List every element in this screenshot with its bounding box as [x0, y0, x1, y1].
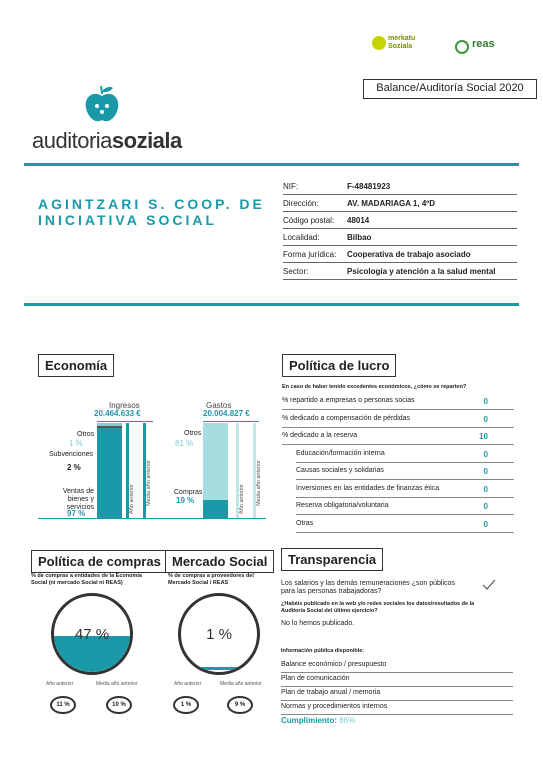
info-list-label: Balance económico / presupuesto	[281, 661, 387, 668]
org-info-key: Sector:	[283, 267, 309, 276]
compras-subtitle: % de compras a entidades de la Economía Social (ni mercado Social ni REAS)	[31, 573, 142, 586]
info-title: Información pública disponible:	[281, 648, 365, 654]
lucro-table	[282, 393, 514, 533]
org-info-key: Forma jurídica:	[283, 250, 337, 259]
mercado-avg-gauge	[227, 696, 253, 714]
transparencia-q2: ¿Habéis publicado en la web y/o redes sociales los datos/resultados de la Auditoría Social del último ejercicio?	[281, 601, 475, 614]
info-list-item	[281, 687, 513, 701]
ingresos-top-line	[97, 421, 153, 422]
mercado-gauge-fill	[201, 667, 243, 670]
lucro-subrow-value: 0	[483, 502, 488, 511]
compras-prev-gauge	[50, 696, 76, 714]
check-icon	[482, 578, 496, 590]
reas-globe-icon	[455, 40, 469, 54]
ingresos-bar	[97, 423, 122, 518]
mercado-subtitle: % de compras a proveedores del Mercado Social / REAS	[168, 573, 254, 586]
lucro-row	[282, 428, 514, 445]
gastos-value: 20.004.827 €	[203, 409, 250, 418]
lucro-row-value: 0	[483, 414, 488, 424]
g-compras-label: Compras	[174, 489, 203, 496]
org-info-key: Dirección:	[283, 199, 319, 208]
gastos-avg-label: Media año anterior	[256, 460, 262, 506]
apple-logo-icon	[82, 84, 122, 124]
compras-prev-label: Año anterior	[46, 681, 74, 687]
cumplimiento-value: 86%	[339, 716, 356, 725]
org-name: AGINTZARI S. COOP. DE INICIATIVA SOCIAL	[38, 196, 265, 228]
org-info-value: F-48481923	[347, 182, 391, 191]
lucro-row-label: % dedicado a la reserva	[282, 432, 358, 439]
org-info-row	[283, 178, 517, 195]
lucro-title: Política de lucro	[282, 354, 396, 377]
compras-avg-value: 10 %	[112, 702, 126, 708]
lucro-row	[282, 393, 514, 410]
info-list-label: Normas y procedimientos internos	[281, 703, 388, 710]
merkatu-logo	[372, 34, 432, 56]
org-info-key: NIF:	[283, 182, 299, 191]
lucro-row-value: 10	[479, 432, 488, 441]
compras-prev-value: 11 %	[56, 702, 70, 708]
lucro-row-value: 0	[483, 397, 488, 406]
org-info-table	[283, 178, 517, 282]
lucro-subrow-value: 0	[483, 484, 488, 494]
info-list	[281, 659, 513, 715]
g-otros-label: Otros	[184, 430, 202, 437]
gastos-bar-compras	[203, 500, 228, 518]
mercado-gauge-value: 1 %	[206, 626, 232, 643]
g-otros-pct: 81 %	[175, 439, 194, 448]
org-info-value: AV. MADARIAGA 1, 4ºD	[347, 199, 435, 208]
org-info-value: Cooperativa de trabajo asociado	[347, 250, 471, 259]
mercado-gauge	[178, 593, 260, 675]
lucro-subrow	[296, 498, 514, 515]
compras-avg-label: Media año anterior	[96, 681, 138, 687]
compras-title: Política de compras	[31, 550, 168, 573]
cumplimiento-label: Cumplimiento:	[281, 716, 337, 725]
brand-light: auditoria	[32, 128, 112, 153]
lucro-row-label: % dedicado a compensación de pérdidas	[282, 414, 411, 422]
g-compras-pct: 19 %	[176, 496, 195, 505]
otros-label: Otros	[77, 431, 95, 438]
ingresos-prev-label: Año anterior	[129, 484, 135, 514]
cumplimiento	[281, 716, 355, 725]
lucro-subrow-value: 0	[483, 449, 488, 459]
lucro-subrow	[296, 481, 514, 498]
mercado-prev-gauge	[173, 696, 199, 714]
mercado-avg-label: Media año anterior	[220, 681, 262, 687]
lucro-subrow-label: Reserva obligatoria/voluntaria	[296, 502, 389, 509]
mercado-title: Mercado Social	[165, 550, 274, 573]
gastos-label: Gastos	[206, 401, 232, 410]
org-info-row	[283, 195, 517, 212]
lucro-row	[282, 411, 514, 428]
ingresos-bar-ventas	[97, 428, 122, 518]
economia-baseline	[38, 518, 266, 519]
transparencia-a2: No lo hemos publicado.	[281, 620, 355, 627]
info-list-label: Plan de trabajo anual / memoria	[281, 689, 381, 696]
info-list-item	[281, 701, 513, 715]
org-info-row	[283, 229, 517, 246]
lucro-subrow	[296, 446, 514, 463]
org-rule	[24, 303, 519, 306]
ingresos-avg-label: Media año anterior	[146, 460, 152, 506]
reas-logo	[455, 38, 505, 58]
info-list-item	[281, 659, 513, 673]
economia-title: Economía	[38, 354, 114, 377]
gastos-bar-otros	[203, 423, 228, 500]
lucro-subrow-value: 0	[483, 467, 488, 476]
lucro-subrow-label: Otras	[296, 519, 314, 527]
merkatu-text-2: Soziala	[388, 43, 413, 50]
otros-pct: 1 %	[69, 439, 83, 448]
org-info-row	[283, 246, 517, 263]
header-rule	[24, 163, 519, 166]
lucro-subrow-label: Causas sociales y solidarias	[296, 467, 384, 474]
mercado-avg-value: 9 %	[234, 702, 246, 708]
lucro-subrow	[296, 463, 514, 480]
org-info-value: 48014	[347, 216, 370, 225]
lucro-question: En caso de haber tenido excedentes económicos, ¿cómo se reparten?	[282, 384, 467, 390]
subv-pct: 2 %	[67, 463, 81, 472]
ingresos-value: 20.464.633 €	[94, 409, 141, 418]
ventas-pct: 97 %	[67, 509, 86, 518]
mercado-prev-value: 1 %	[180, 702, 192, 708]
org-info-value: Bilbao	[347, 233, 372, 242]
lucro-row-label: % repartido a empresas o personas socias	[282, 397, 415, 404]
subv-label: Subvenciones	[49, 451, 93, 458]
gastos-prev-label: Año anterior	[239, 484, 245, 514]
reas-text: reas	[472, 38, 495, 50]
org-info-value: Psicología y atención a la salud mental	[347, 267, 496, 276]
report-badge: Balance/Auditoría Social 2020	[363, 79, 537, 99]
mercado-prev-label: Año anterior	[174, 681, 202, 687]
merkatu-circle-icon	[372, 36, 386, 50]
org-info-row	[283, 212, 517, 229]
lucro-subrow	[296, 516, 514, 533]
ingresos-label: Ingresos	[109, 401, 140, 410]
compras-avg-gauge	[106, 696, 132, 714]
gastos-bar	[203, 423, 228, 518]
org-info-row	[283, 263, 517, 280]
ventas-label: Ventas de bienes y servicios	[62, 488, 94, 511]
brand-wordmark	[32, 128, 182, 154]
merkatu-text: merkatu	[388, 35, 416, 42]
info-list-item	[281, 673, 513, 687]
transparencia-q1: Los salarios y las demás remuneraciones ¿son públicos para las personas trabajadoras?	[281, 580, 455, 595]
lucro-subrow-label: Inversiones en las entidades de finanzas ética	[296, 484, 440, 492]
lucro-subrow-value: 0	[483, 519, 488, 529]
gastos-top-line	[203, 421, 259, 422]
org-info-key: Localidad:	[283, 233, 320, 242]
transparencia-title: Transparencia	[281, 548, 383, 571]
lucro-subrow-label: Educación/formación interna	[296, 449, 385, 457]
compras-gauge	[51, 593, 133, 675]
compras-gauge-value: 47 %	[74, 626, 110, 643]
brand-bold: soziala	[111, 128, 182, 153]
info-list-label: Plan de comunicación	[281, 675, 350, 682]
org-info-key: Código postal:	[283, 216, 335, 225]
